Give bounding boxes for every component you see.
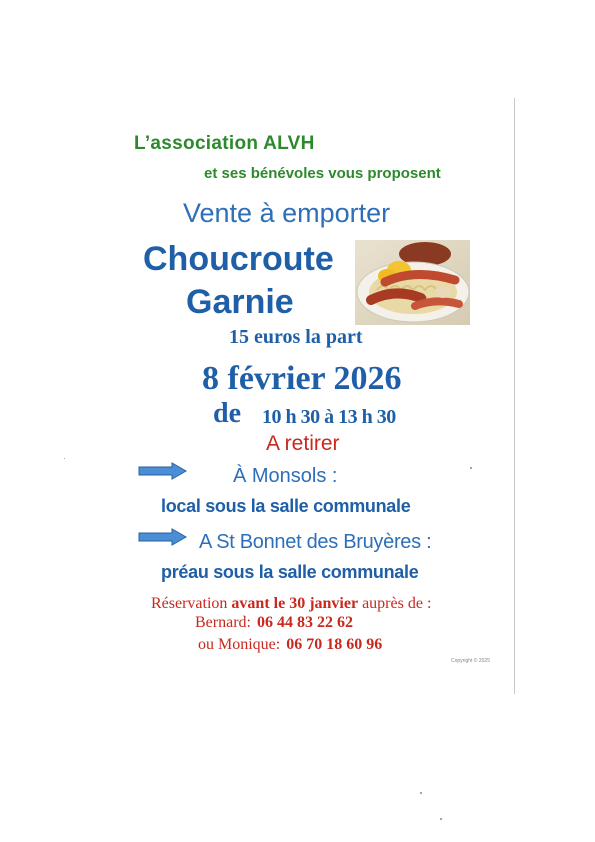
- contact-monique: [198, 636, 382, 654]
- location-st-bonnet: A St Bonnet des Bruyères :: [199, 531, 432, 553]
- contact-label: Bernard:: [195, 614, 251, 631]
- association-name: L’association ALVH: [134, 133, 315, 154]
- reservation-note: [151, 595, 431, 613]
- arrow-right-icon: [138, 462, 188, 480]
- contact-label: ou Monique:: [198, 636, 281, 653]
- page-edge-line: [514, 98, 515, 694]
- price-per-portion: 15 euros la part: [229, 326, 363, 348]
- pickup-label: A retirer: [266, 432, 340, 455]
- location-monsols: À Monsols :: [233, 465, 338, 487]
- reservation-prefix: Réservation: [151, 595, 232, 612]
- hours-prefix: de: [213, 398, 241, 429]
- scan-speck: [470, 467, 472, 469]
- event-date: 8 février 2026: [202, 360, 402, 397]
- scan-speck: [440, 818, 442, 820]
- contact-phone: 06 70 18 60 96: [286, 636, 383, 653]
- location-st-bonnet-detail: préau sous la salle communale: [161, 562, 419, 582]
- scan-speck: [64, 458, 65, 459]
- opening-hours: 10 h 30 à 13 h 30: [262, 406, 396, 428]
- copyright-note: Copyright © 2025: [451, 658, 490, 664]
- scan-speck: [420, 792, 422, 794]
- sale-type: Vente à emporter: [183, 198, 391, 228]
- reservation-deadline: avant le 30 janvier: [231, 595, 359, 612]
- location-monsols-detail: local sous la salle communale: [161, 496, 411, 516]
- choucroute-plate-photo: [355, 240, 470, 325]
- dish-name-line1: Choucroute: [143, 240, 334, 278]
- contact-phone: 06 44 83 22 62: [256, 614, 353, 631]
- volunteers-subtitle: et ses bénévoles vous proposent: [204, 165, 441, 182]
- reservation-suffix: auprès de :: [358, 595, 432, 612]
- dish-name-line2: Garnie: [186, 283, 294, 321]
- arrow-right-icon: [138, 528, 188, 546]
- contact-bernard: [195, 614, 353, 632]
